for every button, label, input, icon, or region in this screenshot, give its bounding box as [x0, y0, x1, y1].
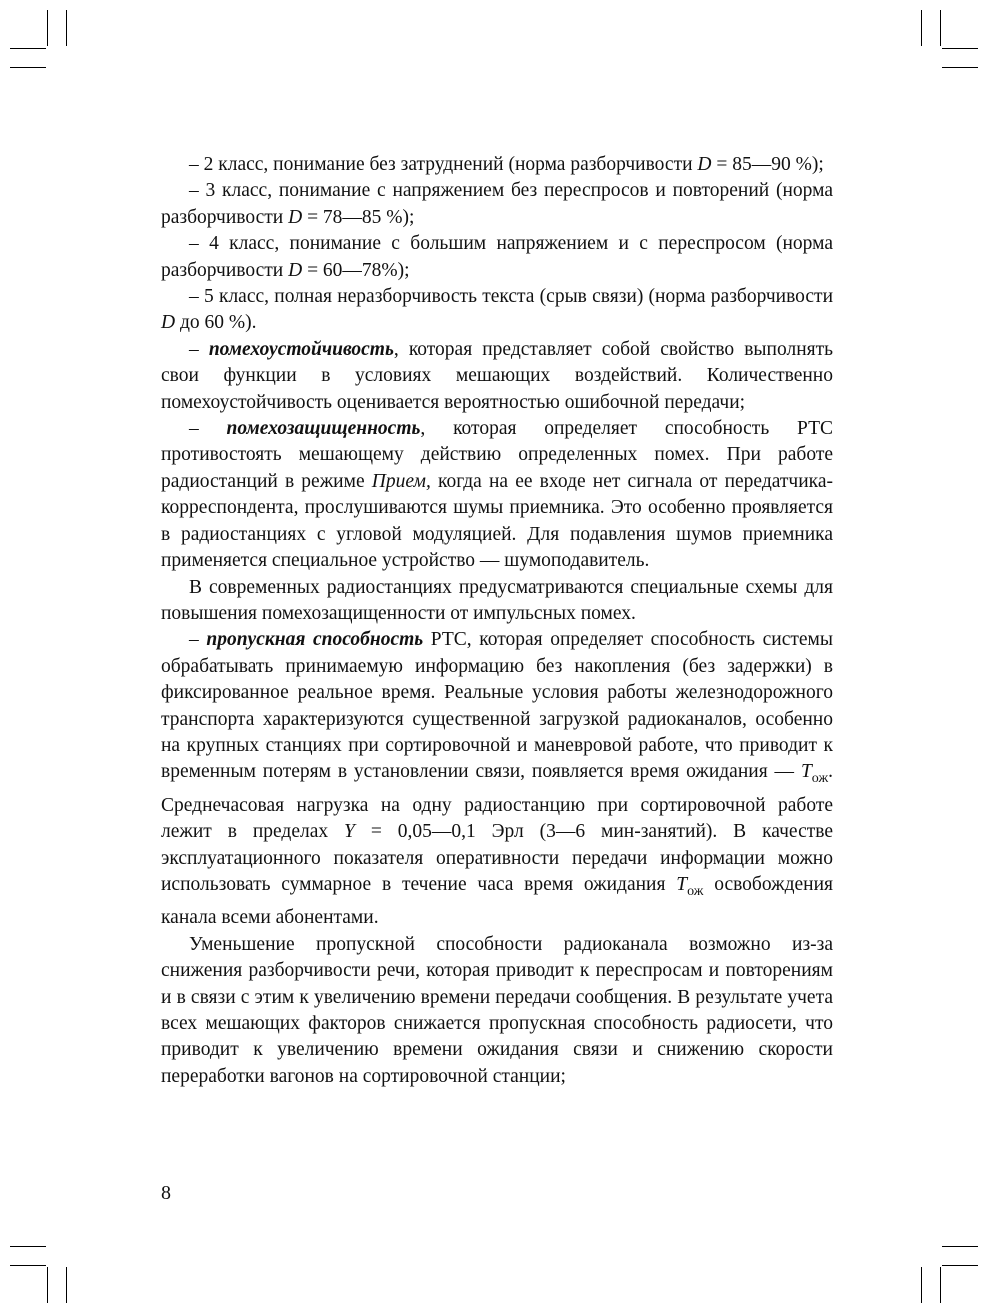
crop-mark	[940, 1267, 941, 1303]
text-run: до 60 %).	[175, 312, 257, 334]
paragraph-noise-immunity	[161, 337, 833, 416]
crop-mark	[942, 1265, 978, 1266]
paragraph-modern-radios	[161, 575, 833, 628]
crop-mark	[942, 48, 978, 49]
variable-d: D	[697, 154, 712, 175]
crop-mark	[940, 10, 941, 46]
text-run: –	[189, 629, 207, 651]
text-run: когда на ее входе нет сигнала от передатчика-корреспондента, прослушиваются шумы приемника. Это особенно проявляется в радиостанциях с угловой модуляцией. Для подавления шумов приемника применяется специальное устройство — шумоподавитель.	[161, 470, 833, 572]
text-run: освобождения канала всеми абонентами.	[161, 873, 834, 929]
text-run: – 5 класс, полная неразборчивость текста (срыв связи) (норма разборчивости	[189, 286, 833, 308]
variable-d: D	[161, 312, 176, 334]
crop-mark	[10, 1265, 46, 1266]
text-run: В современных радиостанциях предусматриваются специальные схемы для повышения помехозащищенности от импульсных помех.	[161, 576, 833, 624]
term-emphasis: помехозащищенность	[226, 418, 421, 440]
text-run: –	[189, 338, 209, 360]
text-run: = 60—78%);	[302, 259, 410, 281]
variable-y: Y	[344, 821, 355, 843]
paragraph-class-4	[161, 231, 833, 284]
text-run: = 78—85 %);	[302, 206, 415, 228]
text-run: –	[189, 418, 227, 440]
variable-t: T	[800, 761, 812, 783]
paragraph-throughput-reduction	[161, 932, 833, 1090]
crop-mark	[942, 1246, 978, 1247]
text-run: , которая представляет собой свойство выполнять свои функции в условиях мешающих воздействий. Количественно помехоустойчивость оценивается вероятностью ошибочной передачи;	[161, 338, 834, 413]
text-run: = 0,05—0,1 Эрл (3—6 мин-занятий). В качестве эксплуатационного показателя оперативности передачи информации можно использовать суммарное в течение часа время ожидания	[161, 821, 833, 895]
crop-mark	[921, 1267, 922, 1303]
paragraph-class-3	[161, 178, 833, 231]
text-run: , которая определяет способность РТС противостоять мешающему действию определенных помех. При работе радиостанций в режиме	[161, 418, 834, 492]
mode-name: Прием,	[371, 470, 431, 492]
text-run: – 3 класс, понимание с напряжением без переспросов и повторений (норма разборчивости	[161, 180, 833, 228]
paragraph-noise-protection	[161, 416, 833, 574]
paragraph-throughput	[161, 627, 833, 931]
paragraph-class-5	[161, 284, 833, 337]
text-run: – 2 класс, понимание без затруднений (норма разборчивости	[189, 154, 698, 175]
variable-d: D	[288, 259, 303, 281]
subscript: ож	[687, 883, 704, 899]
term-emphasis: помехоустойчивость	[208, 338, 394, 360]
crop-mark	[47, 10, 48, 46]
text-run: = 85—90 %);	[711, 154, 824, 175]
subscript: ож	[811, 771, 829, 787]
variable-t: T	[676, 873, 688, 895]
text-run: – 4 класс, понимание с большим напряжением и с переспросом (норма разборчивости	[161, 233, 833, 281]
text-run: . Среднечасовая нагрузка на одну радиостанцию при сортировочной работе лежит в пределах	[161, 761, 833, 843]
page-number: 8	[161, 1182, 171, 1204]
variable-d: D	[288, 206, 303, 228]
body-text	[161, 152, 833, 1090]
crop-mark	[942, 67, 978, 68]
crop-mark	[921, 10, 922, 46]
text-run: Уменьшение пропускной способности радиоканала возможно из-за снижения разборчивости речи, которая приводит к переспросам и повторениям и в связи с этим к увеличению времени передачи сообщения. В результате учета всех мешающих факторов снижается пропускная способность радиосети, что приводит к увеличению времени ожидания связи и снижению скорости переработки вагонов на сортировочной станции;	[161, 933, 833, 1087]
crop-mark	[66, 10, 67, 46]
crop-mark	[10, 48, 46, 49]
crop-mark	[10, 67, 46, 68]
paragraph-class-2	[161, 152, 833, 178]
term-emphasis: пропускная способность	[206, 629, 424, 651]
crop-mark	[10, 1246, 46, 1247]
crop-mark	[66, 1267, 67, 1303]
text-run: РТС, которая определяет способность системы обрабатывать принимаемую информацию без накопления (без задержки) в фиксированное реальное время. Реальные условия работы железнодорожного транспорта характеризуются существенной загрузкой радиоканалов, особенно на крупных станциях при сортировочной и маневровой работе, что приводит к временным потерям в установлении связи, появляется время ожидания —	[161, 629, 833, 783]
crop-mark	[47, 1267, 48, 1303]
